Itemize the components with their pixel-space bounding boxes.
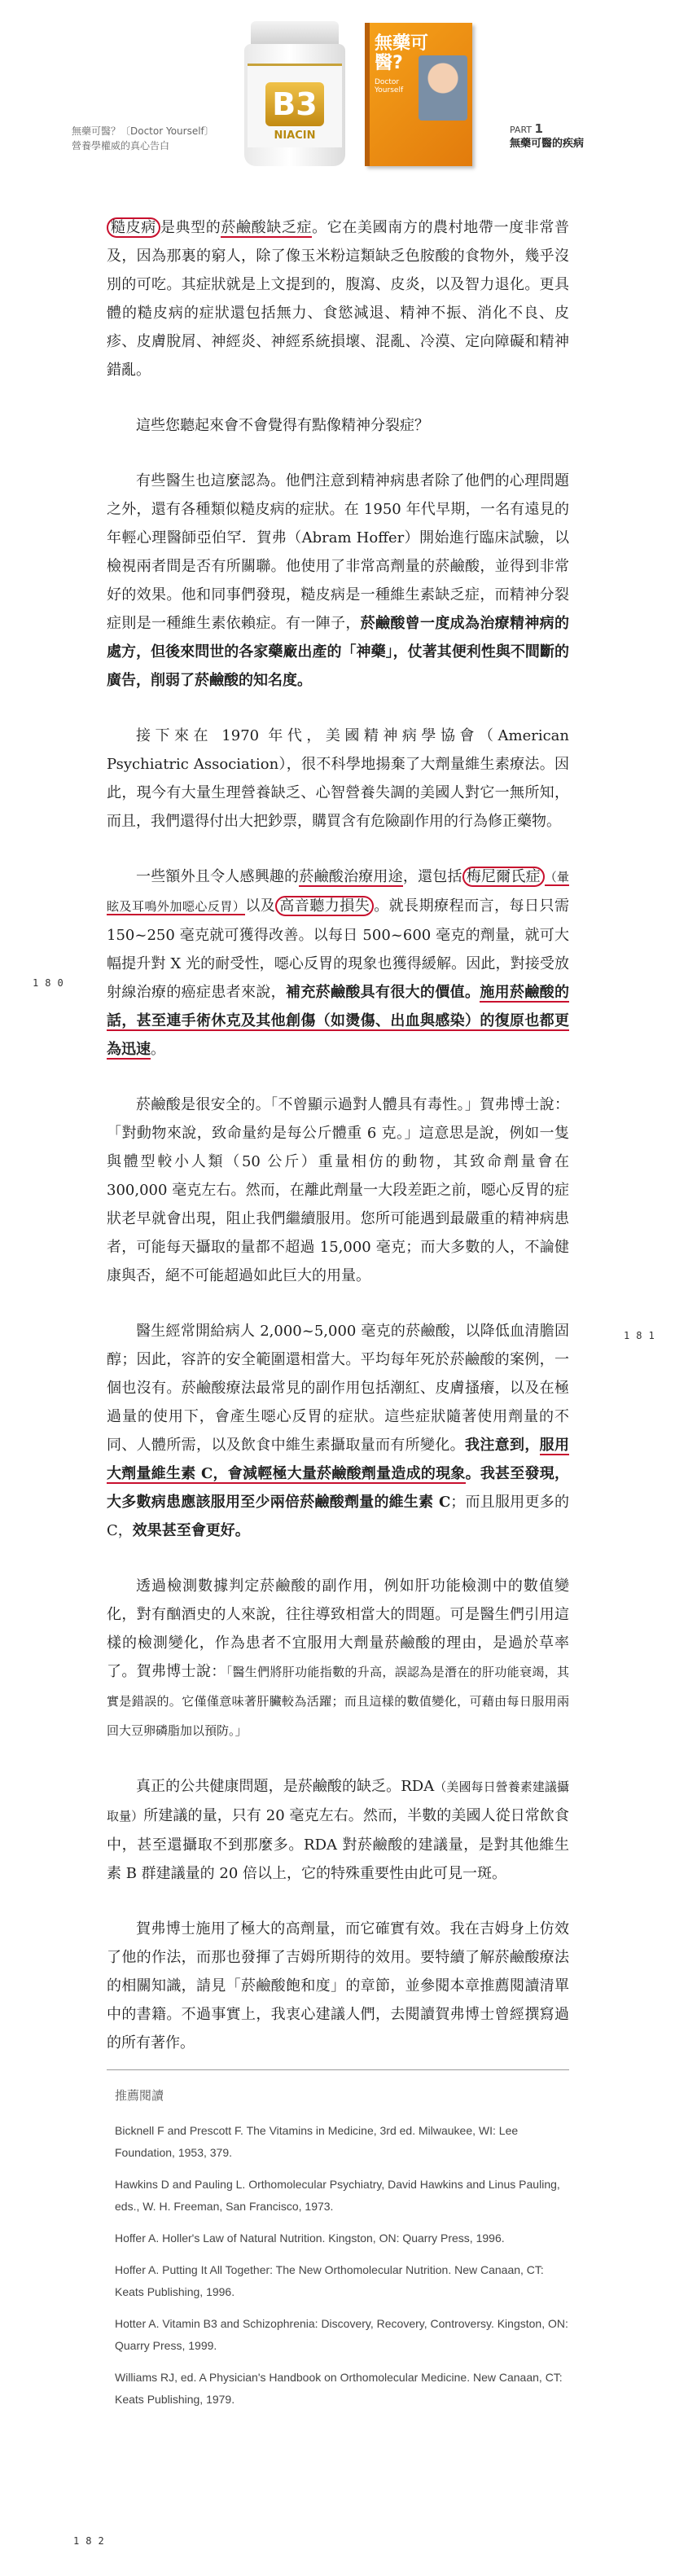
circled-term-pellagra: 糙皮病 [107, 217, 160, 238]
part-title: 無藥可醫的疾病 [510, 138, 585, 150]
recommended-reading [107, 2069, 569, 2420]
paragraph-hoffer [107, 467, 569, 695]
author-photo [419, 55, 467, 121]
reference-item: Williams RJ, ed. A Physician's Handbook on Orthomolecular Medicine. New Canaan, CT: Keats Publishing, 1979. [115, 2371, 563, 2406]
paragraph-conclusion: 賀弗博士施用了極大的高劑量，而它確實有效。我在吉姆身上仿效了他的作法，而那也發揮了吉姆所期待的效用。要特續了解菸鹼酸療法的相關知識，請見「菸鹼酸飽和度」的章節，並參閱本章推薦閱讀清單中的書籍。不過事實上，我衷心建議人們，去閱讀賀弗博士曾經撰寫過的所有著作。 [107, 1920, 569, 2052]
bottle-cap [251, 21, 339, 46]
reference-item: Hoffer A. Putting It All Together: The New Orthomolecular Nutrition. New Canaan, CT: Keats Publishing, 1996. [115, 2263, 544, 2298]
page-number-181: 181 [624, 1330, 661, 1341]
bold-text-run: 效果甚至會更好。 [132, 1522, 250, 1539]
paragraph-side-effects [107, 1317, 569, 1545]
text-run: 。它在美國南方的農村地帶一度非常普及，因為那裏的窮人，除了像玉米粉這類缺乏色胺酸的食物外，幾乎沒別的可吃。其症狀就是上文提到的，腹瀉、皮炎，以及智力退化。更具體的糙皮病的症狀還包括無力、食慾減退、精神不振、消化不良、皮疹、皮膚脫屑、神經炎、神經系統損壞、混亂、冷漠、定向障礙和精神錯亂。 [107, 219, 570, 379]
text-run: 所建議的量，只有 20 毫克左右。然而，半數的美國人從日常飲食中，甚至還攝取不到那麼多。RDA 對菸鹼酸的建議量，是對其他維生素 B 群建議量的 20 倍以上，它的特殊重要性由此可見一斑。 [107, 1807, 569, 1882]
text-run: 一些額外且令人感興趣的 [136, 868, 300, 885]
page-header [0, 0, 675, 171]
paragraph-question: 這些您聽起來會不會覺得有點像精神分裂症？ [136, 417, 429, 434]
reading-heading: 推薦閱讀 [115, 2088, 164, 2103]
reference-item: Hoffer A. Holler's Law of Natural Nutrition. Kingston, ON: Quarry Press, 1996. [115, 2232, 505, 2245]
bold-text-run: 補充菸鹼酸具有很大的價值。 [286, 984, 480, 1001]
reference-item: Hawkins D and Pauling L. Orthomolecular Psychiatry, David Hawkins and Linus Pauling, eds., W. H. Freeman, San Francisco, 1973. [115, 2178, 560, 2213]
text-run: 醫生經常開給病人 2,000~5,000 毫克的菸鹼酸，以降低血清膽固醇；因此，容許的安全範圍還相當大。平均每年死於菸鹼酸的案例，一個也沒有。菸鹼酸療法最常見的副作用包括潮紅、皮膚搔癢，以及在極過量的使用下，會產生噁心反胃的症狀。這些症狀隨著使用劑量的不同、人體所需，以及飲食中維生素攝取量而有所變化。 [107, 1323, 569, 1454]
reference-item: Hotter A. Vitamin B3 and Schizophrenia: Discovery, Recovery, Controversy. Kingston, ON: Quarry Press, 1999. [115, 2317, 568, 2352]
circled-term-hearing-loss: 高音聽力損失 [275, 896, 374, 916]
text-run: 。 [151, 1041, 165, 1058]
book-cover-image [365, 23, 472, 166]
bottle-label [248, 64, 342, 147]
paragraph-other-uses [107, 862, 569, 1064]
article-body [107, 213, 569, 2084]
text-run: 透過檢測數據判定菸鹼酸的副作用，例如肝功能檢測中的數值變化，對有酗酒史的人來說，往往導致相當大的問題。可是醫生們引用這樣的檢測變化，作為患者不宜服用大劑量菸鹼酸的理由，是過於草率了。賀弗博士說： [107, 1578, 569, 1680]
text-run: ；而且服用更多的 C， [107, 1494, 570, 1539]
page-number-180: 180 [33, 977, 70, 989]
niacin-bottle-image [243, 21, 347, 166]
part-number: 1 [534, 121, 543, 136]
paragraph-safety: 菸鹼酸是很安全的。「不曾顯示過對人體具有毒性。」賀弗博士說：「對動物來說，致命量約是每公斤體重 6 克。」這意思是說，例如一隻與體型較小人類（50 公斤）重量相仿的動物，其致命劑量會在 300,000 毫克左右。然而，在離此劑量一大段差距之前，噁心反胃的症狀老早就會出現，阻止我們繼續服用。您所可能遇到最嚴重的精神病患者，可能每天攝取的量都不超過 15,000 毫克；而大多數的人，不論健康與否，絕不可能超過如此巨大的用量。 [107, 1096, 569, 1284]
quote-hoffer: 「醫生們將肝功能指數的升高，誤認為是潛在的肝功能衰竭，其實是錯誤的。它僅僅意味著肝臟較為活躍；而且這樣的數值變化，可藉由每日服用兩回大豆卵磷脂加以預防。」 [107, 1665, 569, 1738]
book-spine [365, 23, 370, 166]
divider [107, 2069, 569, 2070]
book-title-block [72, 124, 214, 153]
text-run: 是典型的 [160, 219, 221, 236]
underlined-niacin-uses: 菸鹼酸治療用途 [299, 868, 403, 885]
book-cover-title: 無藥可醫? [375, 33, 429, 73]
underlined-vitamin-c-text: 服用大劑量維生素 C，會減輕極大量菸鹼酸劑量造成的現象 [107, 1437, 570, 1482]
book-title: 無藥可醫？〔Doctor Yourself〕 [72, 125, 214, 137]
underlined-niacin-deficiency: 菸鹼酸缺乏症 [221, 219, 313, 236]
book-subtitle: 營養學權威的真心告白 [72, 140, 170, 151]
part-label: PART [510, 125, 533, 135]
text-run: 以及 [245, 897, 276, 915]
book-cover-subtitle: Doctor Yourself [375, 78, 404, 94]
part-block [510, 122, 584, 151]
underlined-meniere-desc: （暈眩及耳鳴外加噁心反胃） [107, 870, 570, 914]
paragraph-liver-tests [107, 1572, 569, 1745]
text-run: 真正的公共健康問題，是菸鹼酸的缺乏。RDA [136, 1778, 435, 1795]
bold-text-run: 。我甚至發現，大多數病患應該服用至少兩倍菸鹼酸劑量的維生素 C [107, 1465, 570, 1511]
underlined-recovery-text: 施用菸鹼酸的話，甚至連手術休克及其他創傷（如燙傷、出血與感染）的復原也都更為迅速 [107, 984, 570, 1058]
paragraph-1970s: 接下來在 1970 年代，美國精神病學協會（American Psychiatric Association），很不科學地揚棄了大劑量維生素療法。因此，現今有大量生理營養缺乏、心智營養失調的美國人對它一無所知，而且，我們還得付出大把鈔票，購買含有危險副作用的行為修正藥物。 [107, 727, 569, 830]
paragraph-pellagra [107, 213, 569, 384]
circled-term-meniere: 梅尼爾氏症 [462, 867, 545, 887]
text-run: 有些醫生也這麼認為。他們注意到精神病患者除了他們的心理問題之外，還有各種類似糙皮病的症狀。在 1950 年代早期，一名有遠見的年輕心理醫師亞伯罕．賀弗（Abram Hoffer）開始進行臨床試驗，以檢視兩者間是否有所關聯。他使用了非常高劑量的菸鹼酸，並得到非常好的效果。他和同事們發現，糙皮病是一種維生素缺乏症，而精神分裂症則是一種維生素依賴症。有一陣子， [107, 472, 569, 632]
paragraph-rda [107, 1772, 569, 1888]
bottle-b3-mark: B3 [265, 82, 324, 126]
text-run: ，還包括 [402, 868, 462, 885]
text-run: 。就長期療程而言，每日只需 150~250 毫克就可獲得改善。以每日 500~600 毫克的劑量，就可大幅提升對 X 光的耐受性，噁心反胃的現象也獲得緩解。因此，對接受放射線治療的癌症患者來說， [107, 897, 570, 1001]
bottle-niacin-text: NIACIN [274, 129, 316, 142]
page-number-182: 182 [73, 2535, 111, 2547]
reference-item: Bicknell F and Prescott F. The Vitamins in Medicine, 3rd ed. Milwaukee, WI: Lee Foundation, 1953, 379. [115, 2124, 519, 2159]
rda-note: （美國每日營養素建議攝取量） [107, 1780, 569, 1823]
bold-text-run: 菸鹼酸曾一度成為治療精神病的處方，但後來問世的各家藥廠出產的「神藥」，仗著其便利性與不間斷的廣告，削弱了菸鹼酸的知名度。 [107, 615, 570, 689]
bold-text-run: 我注意到， [465, 1437, 540, 1454]
